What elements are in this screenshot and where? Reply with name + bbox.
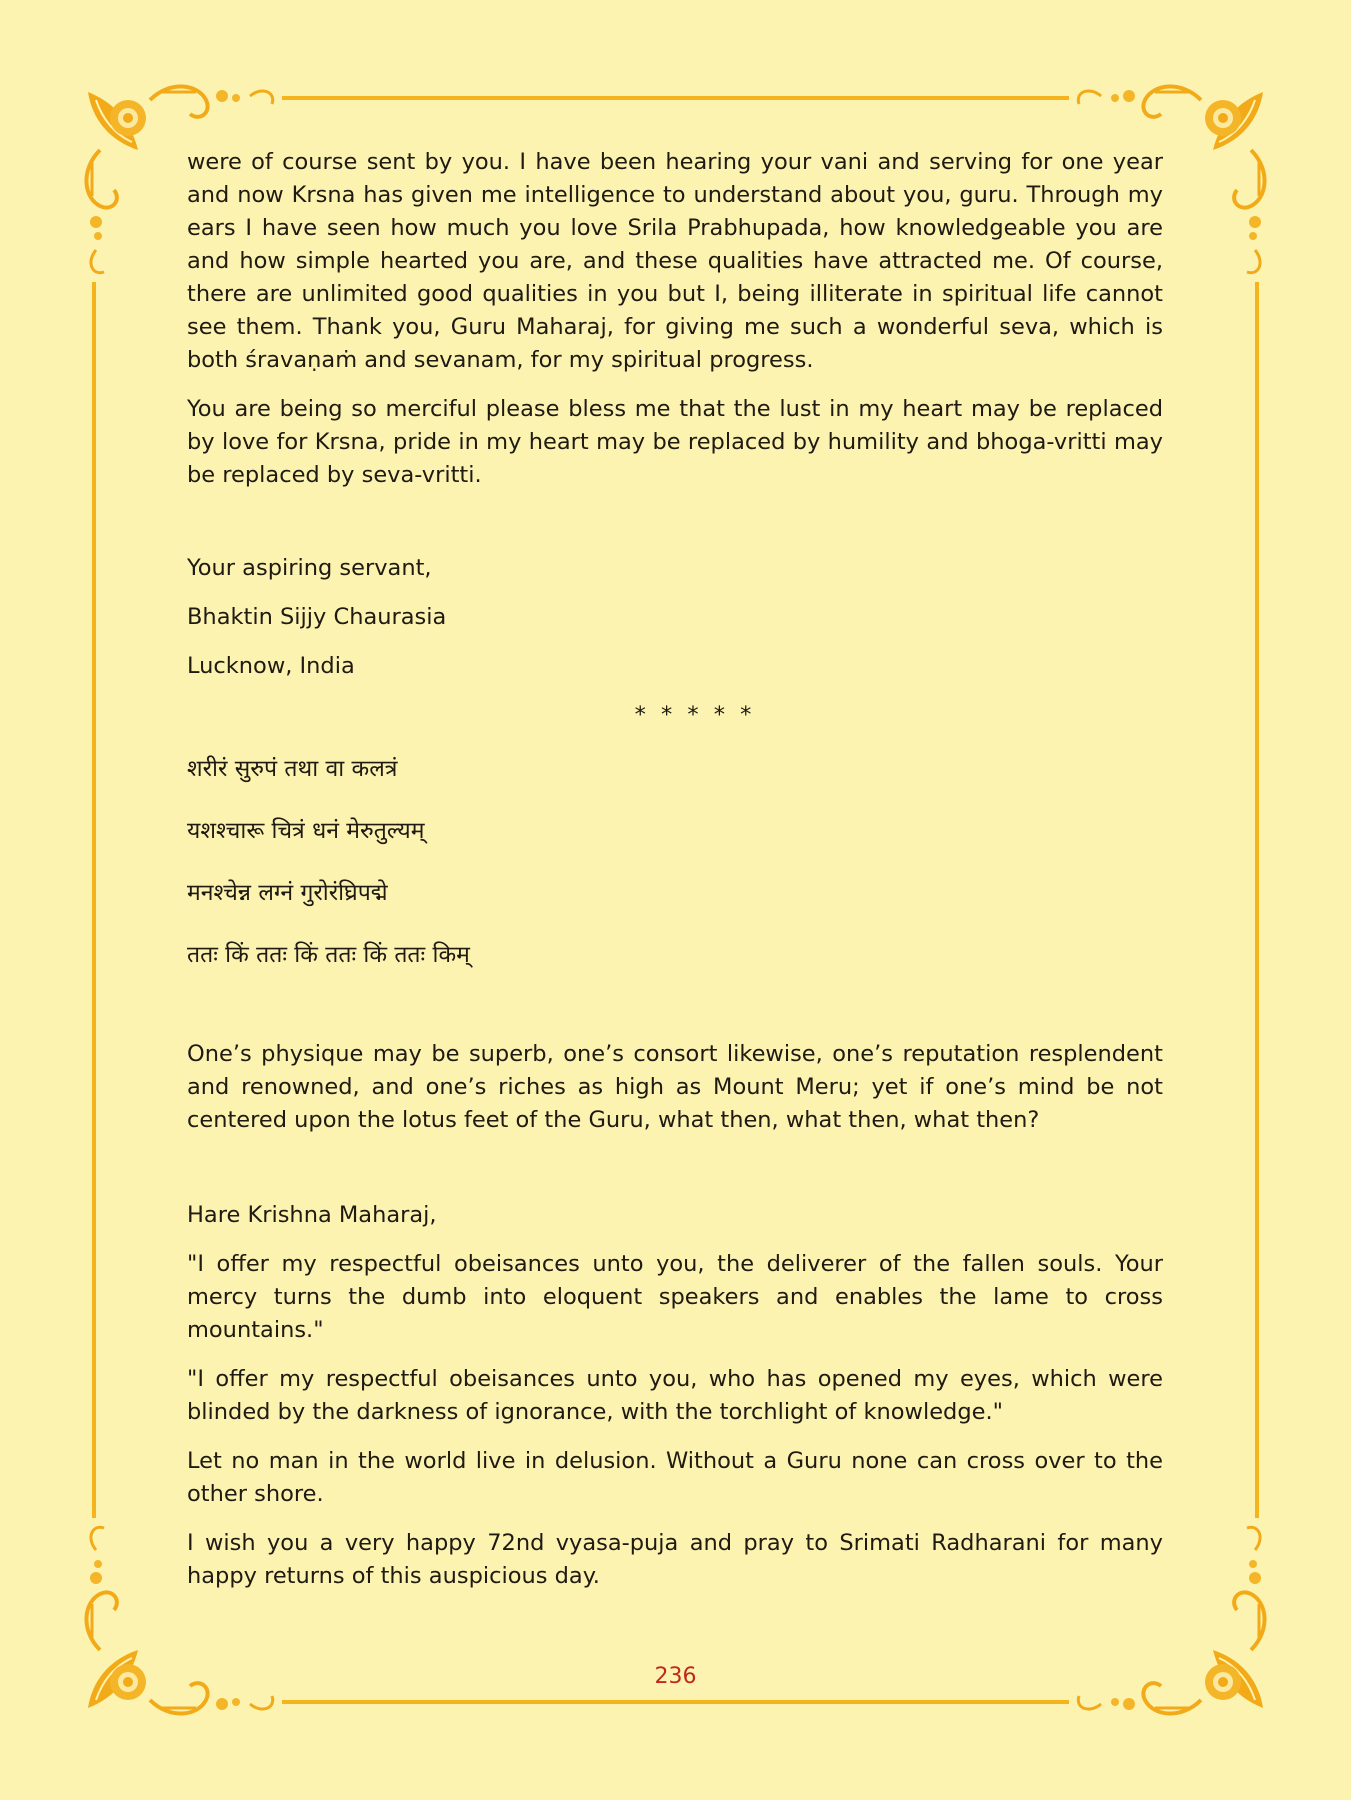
- page-number: 236: [654, 1664, 697, 1689]
- letter1-location: Lucknow, India: [187, 653, 355, 679]
- page-content: [187, 146, 1163, 1609]
- letter2-salutation: Hare Krishna Maharaj,: [187, 1202, 437, 1228]
- letter2-paragraph-2: "I offer my respectful obeisances unto you, who has opened my eyes, which were blinded by the darkness of ignorance, with the torchlight of knowledge.": [187, 1366, 1163, 1425]
- letter1-name: Bhaktin Sijjy Chaurasia: [187, 604, 447, 630]
- sanskrit-verse-line-4: ततः किं ततः किं ततः किं ततः किम्: [187, 942, 470, 968]
- sanskrit-verse-line-2: यशश्चारू चित्रं धनं मेरुतुल्यम्: [187, 818, 425, 844]
- letter2-paragraph-1: "I offer my respectful obeisances unto you, the deliverer of the fallen souls. Your mercy turns the dumb into eloquent speakers and enables the lame to cross mountains.": [187, 1251, 1163, 1343]
- letter1-paragraph-1: were of course sent by you. I have been hearing your vani and serving for one year and now Krsna has given me intelligence to understand about you, guru. Through my ears I have seen how much you love Srila Prabhupada, how knowledgeable you are and how simple hearted you are, and these qualities have attracted me. Of course, there are unlimited good qualities in you but I, being illiterate in spiritual life cannot see them. Thank you, Guru Maharaj, for giving me such a wonderful seva, which is both śravaṇaṁ and sevanam, for my spiritual progress.: [187, 149, 1163, 373]
- letter1-closing: Your aspiring servant,: [187, 555, 432, 581]
- sanskrit-verse-line-1: शरीरं सुरुपं तथा वा कलत्रं: [187, 756, 398, 782]
- letter2-paragraph-3: Let no man in the world live in delusion. Without a Guru none can cross over to the other shore.: [187, 1448, 1163, 1507]
- section-separator: * * * * *: [634, 702, 756, 728]
- sanskrit-verse-line-3: मनश्चेन्न लग्नं गुरोरंघ्रिपद्मे: [187, 880, 388, 906]
- letter2-paragraph-4: I wish you a very happy 72nd vyasa-puja and pray to Srimati Radharani for many happy returns of this auspicious day.: [187, 1530, 1163, 1589]
- verse-translation: One’s physique may be superb, one’s consort likewise, one’s reputation resplendent and renowned, and one’s riches as high as Mount Meru; yet if one’s mind be not centered upon the lotus feet of the Guru, what then, what then, what then?: [187, 1041, 1163, 1133]
- letter1-paragraph-2: You are being so merciful please bless me that the lust in my heart may be replaced by love for Krsna, pride in my heart may be replaced by humility and bhoga-vritti may be replaced by seva-vritti.: [187, 396, 1163, 488]
